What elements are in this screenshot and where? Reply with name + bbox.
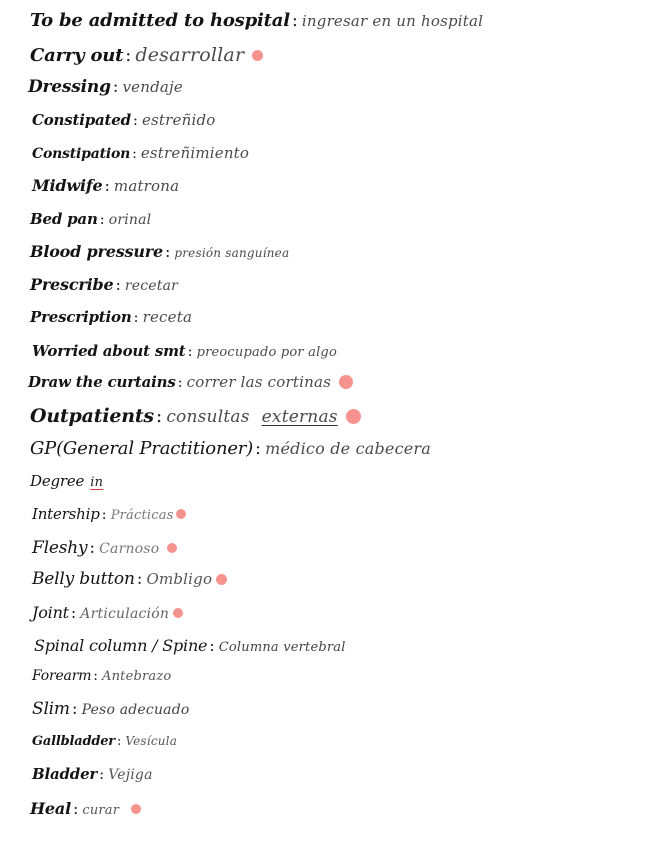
spanish-translation: Ombligo [146, 570, 213, 588]
english-term: Constipation [32, 146, 131, 162]
separator: : [89, 538, 96, 558]
separator: : [132, 111, 138, 129]
spanish-translation: desarrollar [135, 44, 245, 66]
vocab-entry [30, 405, 361, 427]
highlight-dot [131, 804, 141, 814]
separator: : [164, 242, 171, 261]
vocab-entry [32, 111, 216, 129]
highlight-dot [252, 50, 263, 61]
spanish-translation: Peso adecuado [81, 702, 190, 718]
separator: : [99, 210, 105, 228]
vocab-entry [30, 472, 103, 490]
spanish-translation: presión sanguínea [174, 246, 290, 260]
english-term: Heal [30, 799, 71, 818]
highlight-dot [346, 409, 361, 424]
english-term: Gallbladder [32, 734, 115, 749]
highlight-dot [173, 608, 183, 618]
vocab-entry [30, 44, 263, 66]
separator: : [291, 10, 298, 31]
english-term: Constipated [32, 111, 131, 129]
english-term: Worried about smt [32, 342, 186, 360]
english-term: Slim [32, 699, 70, 719]
english-term: Joint [32, 603, 69, 622]
vocab-entry [32, 569, 227, 589]
english-term: Degree [30, 472, 85, 490]
separator: : [132, 146, 137, 162]
separator: : [133, 308, 139, 326]
separator: : [72, 799, 79, 818]
spanish-translation: preocupado por algo [196, 345, 337, 360]
vocab-entry [32, 734, 177, 749]
english-term: To be admitted to hospital [30, 10, 290, 31]
separator: : [101, 505, 107, 523]
spanish-translation: estreñido [141, 111, 216, 129]
separator: : [70, 603, 77, 622]
spanish-translation: Prácticas [110, 508, 174, 523]
spanish-translation: estreñimiento [140, 144, 250, 162]
spanish-translation: Columna vertebral [218, 640, 346, 655]
spanish-translation: orinal [108, 212, 152, 228]
english-term: Spinal column / Spine [34, 636, 208, 655]
separator: : [116, 734, 122, 749]
english-term: Midwife [32, 176, 103, 195]
vocab-entry [32, 176, 179, 195]
english-term: Blood pressure [30, 242, 163, 261]
vocab-entry [32, 765, 153, 783]
vocab-entry [32, 699, 190, 719]
separator: : [104, 176, 110, 195]
vocab-entry [34, 636, 346, 655]
spanish-translation: in [90, 475, 104, 490]
highlight-dot [339, 375, 353, 389]
vocab-entry [30, 210, 151, 228]
english-term: Intership [32, 505, 100, 523]
vocab-entry [32, 342, 337, 360]
english-term: Carry out [30, 45, 124, 66]
separator: : [255, 438, 262, 459]
english-term: Fleshy [32, 538, 88, 558]
separator: : [209, 636, 215, 655]
spanish-translation: Carnoso [99, 541, 160, 557]
vocab-entry [28, 77, 183, 97]
english-term: Bed pan [30, 210, 98, 228]
english-term: Forearm [32, 668, 92, 684]
vocab-entry [32, 144, 249, 162]
vocab-entry [30, 308, 192, 326]
separator: : [71, 699, 78, 719]
separator: : [177, 373, 183, 391]
english-term: Dressing [28, 77, 111, 97]
spanish-translation: vendaje [122, 78, 183, 96]
separator: : [136, 569, 143, 589]
english-term: GP(General Practitioner) [30, 438, 254, 459]
separator: : [99, 765, 105, 783]
highlight-dot [176, 509, 186, 519]
english-term: Draw the curtains [28, 373, 176, 391]
separator: : [112, 77, 119, 97]
spanish-translation: ingresar en un hospital [301, 12, 484, 30]
separator: : [125, 45, 132, 66]
vocab-entry [32, 668, 171, 684]
vocab-entry [32, 505, 186, 523]
highlight-dot [216, 574, 227, 585]
vocab-entry [32, 603, 183, 622]
separator: : [93, 668, 98, 684]
spanish-translation: médico de cabecera [265, 439, 432, 458]
spanish-translation: curar [82, 803, 120, 818]
spanish-translation: correr las cortinas [186, 373, 331, 391]
highlight-dot [167, 543, 177, 553]
vocab-entry [30, 10, 483, 31]
spanish-translation: Articulación [80, 606, 170, 622]
spanish-translation: recetar [124, 278, 179, 294]
spanish-translation-part-2: externas [261, 407, 338, 427]
vocab-entry [28, 373, 353, 391]
spanish-translation: Antebrazo [102, 669, 172, 684]
spanish-translation: matrona [113, 177, 180, 195]
vocab-entry [30, 275, 178, 294]
vocab-entry [30, 242, 289, 261]
spanish-translation: Vejiga [108, 767, 153, 783]
english-term: Prescription [30, 308, 132, 326]
separator: : [115, 275, 121, 294]
vocab-entry [32, 538, 177, 558]
english-term: Bladder [32, 765, 98, 783]
separator: : [155, 405, 163, 427]
separator: : [187, 342, 193, 360]
english-term: Outpatients [30, 405, 154, 427]
english-term: Prescribe [30, 275, 114, 294]
vocab-entry [30, 799, 141, 818]
spanish-translation: receta [142, 308, 193, 326]
spanish-translation: Vesícula [125, 734, 178, 748]
vocab-entry [30, 438, 431, 459]
english-term: Belly button [32, 569, 135, 589]
spanish-translation-part-1: consultas [166, 407, 250, 427]
